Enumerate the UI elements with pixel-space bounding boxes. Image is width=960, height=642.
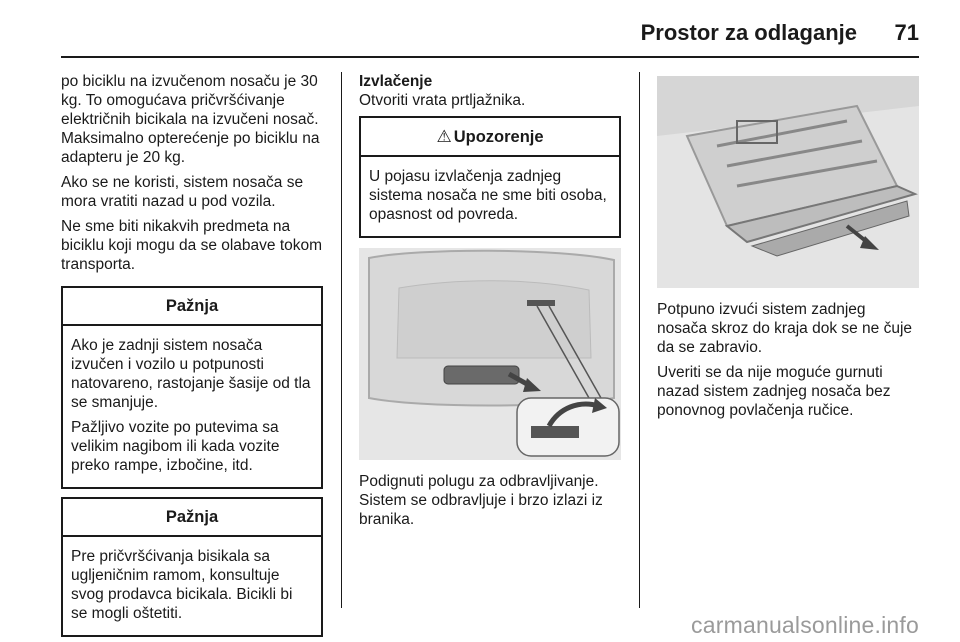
figure-caption: Podignuti polugu za odbravljivanje. Sistem se odbravljuje i brzo izlazi iz branika. — [359, 473, 603, 528]
notice-body — [63, 326, 321, 487]
notice-box — [61, 497, 323, 637]
column-right — [657, 72, 919, 426]
warning-title: Upozorenje — [453, 128, 544, 146]
column-left — [61, 72, 323, 637]
warning-triangle-icon: ⚠ — [436, 127, 452, 146]
watermark: carmanualsonline.info — [691, 612, 919, 638]
tailgate-release-illustration — [359, 248, 621, 460]
paragraph: Otvoriti vrata prtljažnika. — [359, 92, 526, 109]
warning-box — [359, 116, 621, 238]
warning-text: U pojasu izvlačenja zadnjeg sistema nosača ne sme biti osoba, opasnost od povreda. — [369, 168, 607, 223]
notice-text: Pre pričvršćivanja bisikala sa ugljeničnim ramom, konsultuje svog prodavca bicikala. Bicikli bi se mogli oštetiti. — [71, 548, 293, 622]
page-number: 71 — [894, 20, 919, 45]
notice-title: Pažnja — [63, 288, 321, 326]
notice-text: Ako je zadnji sistem nosača izvučen i vozilo u potpunosti natovareno, rastojanje šasije od tla se smanjuje. — [71, 337, 311, 411]
section-heading: Izvlačenje — [359, 73, 433, 90]
column-divider — [341, 72, 342, 608]
paragraph: Ako se ne koristi, sistem nosača se mora vratiti nazad u pod vozila. — [61, 174, 304, 210]
column-divider — [639, 72, 640, 608]
page-header — [61, 14, 919, 58]
paragraph: Ne sme biti nikakvih predmeta na biciklu koji mogu da se olabave tokom transporta. — [61, 218, 323, 273]
header-rule — [61, 56, 919, 58]
notice-text: Pažljivo vozite po putevima sa velikim nagibom ili kada vozite preko rampe, izbočine, itd. — [71, 419, 280, 474]
paragraph: Potpuno izvući sistem zadnjeg nosača skroz do kraja dok se ne čuje da se zabravio. — [657, 301, 913, 356]
section-title: Prostor za odlaganje — [640, 20, 857, 45]
warning-body — [361, 157, 619, 236]
rear-carrier-extended-illustration — [657, 76, 919, 288]
column-middle — [359, 72, 621, 535]
notice-title: Pažnja — [63, 499, 321, 537]
paragraph: po biciklu na izvučenom nosaču je 30 kg. To omogućava pričvršćivanje električnih bicikala na izvučeni nosač. Maksimalno opterećenje po biciklu na adapteru je 20 kg. — [61, 73, 320, 166]
notice-body — [63, 537, 321, 635]
notice-box — [61, 286, 323, 489]
warning-header — [361, 118, 619, 157]
paragraph: Uveriti se da nije moguće gurnuti nazad sistem zadnjeg nosača bez ponovnog povlačenja ručice. — [657, 364, 891, 419]
